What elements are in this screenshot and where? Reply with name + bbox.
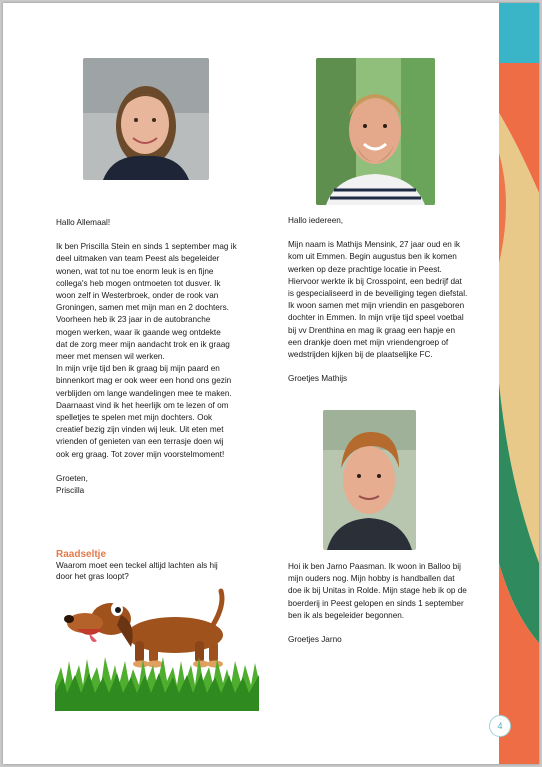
page-number: 4 bbox=[489, 715, 511, 737]
priscilla-paragraph: Ik ben Priscilla Stein en sinds 1 september mag ik deel uitmaken van team Peest als begeleider wonen, wat tot nu toe enorm leuk is en fijne collega's heb mogen ontmoeten tot dusver. Ik woon zelf in Westerbroek, onder de rook van Groningen, samen met mijn man en 2 dochters. Voorheen heb ik 23 jaar in de autobranche mogen werken, waar ik gaande weg ontdekte dat de zorg meer mijn aandacht trok en ik graag meer met mensen wil werken. In mijn vrije tijd ben ik graag bij mijn paard en binnenkort mag er ook weer een hond ons gezin verblijden om lange wandelingen mee te maken. Daarnaast vind ik het heerlijk om te lezen of om spelletjes te spelen met mijn dochters. Ook creatief bezig zijn vinden wij leuk. Uit eten met vrienden of genieten van een terrasje doen wij ook erg graag. Tot zover mijn voorstelmoment! bbox=[56, 242, 237, 459]
priscilla-closing: Groeten, Priscilla bbox=[56, 473, 88, 496]
decorative-side-pattern bbox=[499, 3, 539, 764]
jarno-intro bbox=[288, 561, 500, 646]
riddle-title: Raadseltje bbox=[56, 549, 107, 560]
dachshund-illustration bbox=[55, 585, 259, 711]
priscilla-greeting: Hallo Allemaal! bbox=[56, 218, 111, 227]
mathijs-photo bbox=[316, 58, 435, 205]
jarno-paragraph: Hoi ik ben Jarno Paasman. Ik woon in Balloo bij mijn ouders nog. Mijn hobby is handballen dat doe ik bij Unitas in Rolde. Mijn stage heb ik op de boerderij in Peest gelopen en sinds 1 september ben ik als begeleider begonnen. bbox=[288, 562, 467, 620]
jarno-closing: Groetjes Jarno bbox=[288, 635, 342, 645]
priscilla-intro bbox=[56, 217, 268, 497]
jarno-photo bbox=[323, 410, 416, 550]
newsletter-page bbox=[3, 3, 539, 764]
priscilla-photo bbox=[83, 58, 209, 180]
riddle-question: Waarom moet een teckel altijd lachten als hij door het gras loopt? bbox=[56, 561, 218, 581]
mathijs-greeting: Hallo iedereen, bbox=[288, 216, 344, 225]
mathijs-closing: Groetjes Mathijs bbox=[288, 374, 348, 384]
mathijs-intro bbox=[288, 215, 498, 385]
mathijs-paragraph: Mijn naam is Mathijs Mensink, 27 jaar oud en ik kom uit Emmen. Begin augustus ben ik komen werken op deze prachtige locatie in Peest. Hiervoor werkte ik bij Crosspoint, een bedrijf dat is gespecialiseerd in de beveiliging tegen diefstal. Ik woon samen met mijn vriendin en pasgeboren dochter in Emmen. In mijn vrije tijd speel voetbal bij vv Drenthina en mag ik graag een hapje en een drankje doen met mijn vriendengroep of wedstrijden kijken bij de plaatselijke FC. bbox=[288, 240, 468, 360]
